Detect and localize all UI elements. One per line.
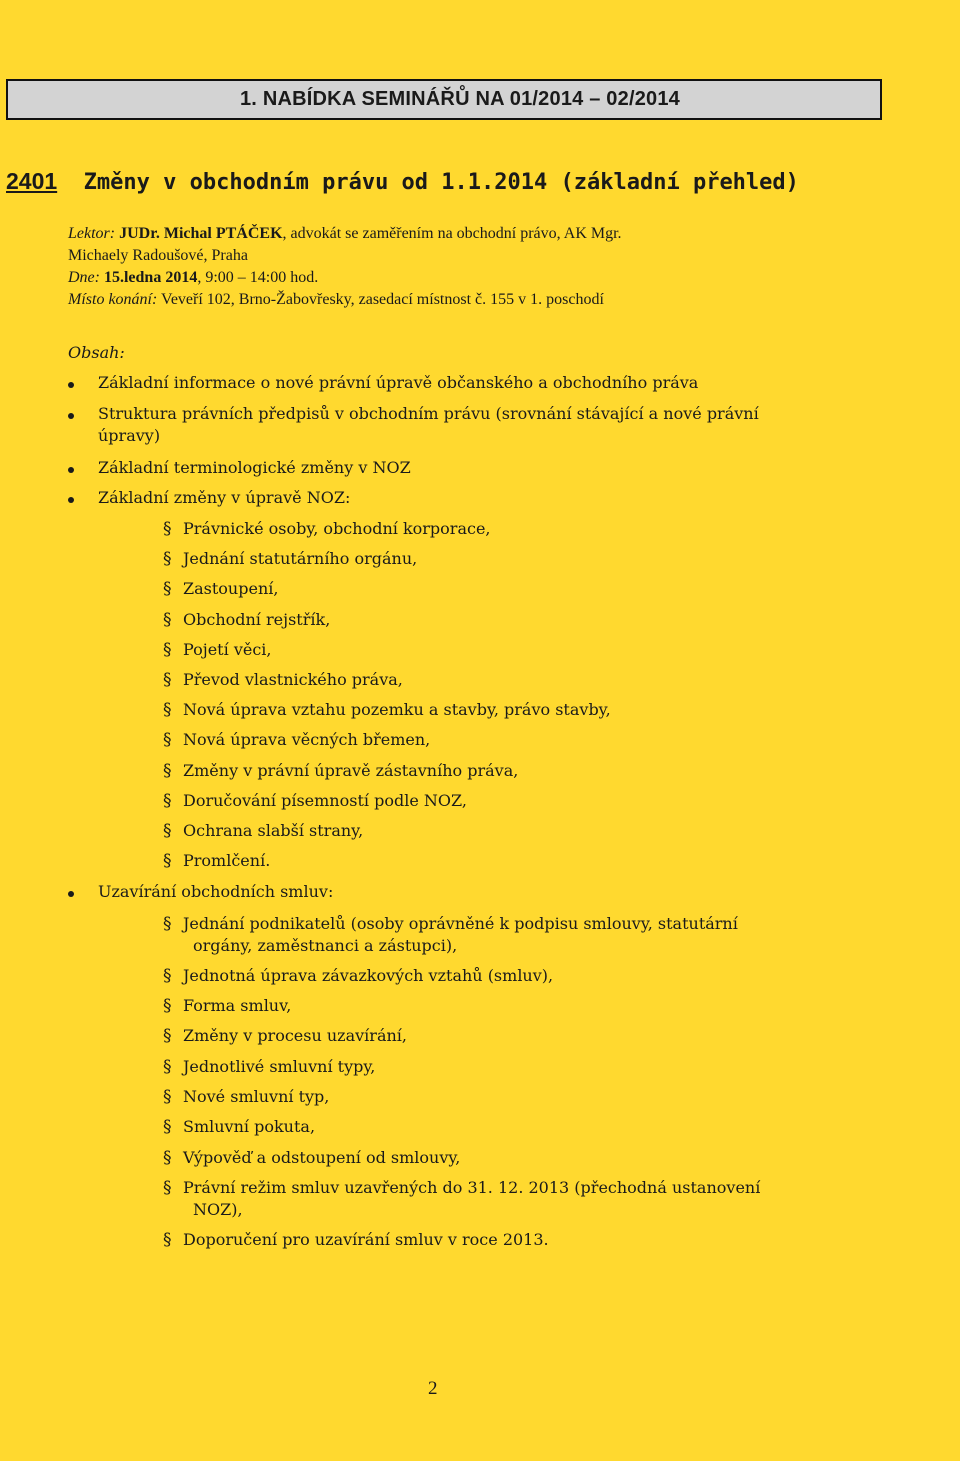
course-number: 2401 xyxy=(6,168,58,194)
section-sign-icon: § xyxy=(163,821,172,841)
sub-item-text: Právní režim smluv uzavřených do 31. 12. 2013 (přechodná ustanovení xyxy=(183,1178,761,1197)
bullet-dot xyxy=(68,497,74,503)
section-sign-icon: § xyxy=(163,1087,172,1107)
section-sign-icon: § xyxy=(163,1148,172,1168)
bullet-item-text: Základní změny v úpravě NOZ: xyxy=(98,488,351,507)
lecturer-description: , advokát se zaměřením na obchodní právo, AK Mgr. xyxy=(282,225,622,242)
section-sign-icon: § xyxy=(163,700,172,721)
sub-item-text: Jednání statutárního orgánu, xyxy=(183,549,418,569)
section-sign-icon: § xyxy=(163,851,172,872)
sub-item-text: Nová úprava vztahu pozemku a stavby, právo stavby, xyxy=(183,700,611,720)
section-sign-icon: § xyxy=(163,609,172,630)
sub-item-text: Smluvní pokuta, xyxy=(183,1117,316,1136)
sub-item-text: Forma smluv, xyxy=(183,996,292,1015)
lecturer-row-2: Michaely Radoušové, Praha xyxy=(68,247,248,264)
bullet-item-text: úpravy) xyxy=(98,426,161,445)
section-sign-icon: § xyxy=(163,790,172,811)
sub-item-text: Doporučení pro uzavírání smluv v roce 2013. xyxy=(183,1230,549,1249)
bullet-item-text: Uzavírání obchodních smluv: xyxy=(98,882,334,901)
sub-item-text: Převod vlastnického práva, xyxy=(183,670,403,689)
lecturer-name: JUDr. Michal PTÁČEK xyxy=(119,225,283,242)
sub-item-text: Právnické osoby, obchodní korporace, xyxy=(183,519,491,538)
sub-item-text: Jednotlivé smluvní typy, xyxy=(183,1057,376,1076)
section-sign-icon: § xyxy=(163,639,172,660)
sub-item-text: Doručování písemností podle NOZ, xyxy=(183,790,467,810)
sub-item-text: Jednání podnikatelů (osoby oprávněné k podpisu smlouvy, statutární xyxy=(183,914,738,933)
section-sign-icon: § xyxy=(163,1178,172,1198)
sub-item-text: Výpověď a odstoupení od smlouvy, xyxy=(183,1148,461,1167)
time-value: , 9:00 – 14:00 hod. xyxy=(197,269,319,286)
section-sign-icon: § xyxy=(163,760,172,781)
section-sign-icon: § xyxy=(163,1230,172,1250)
sub-item-text: Zastoupení, xyxy=(183,579,279,599)
sub-item-text: NOZ), xyxy=(193,1200,243,1219)
section-sign-icon: § xyxy=(163,996,172,1016)
section-sign-icon: § xyxy=(163,1117,172,1137)
sub-item-text: Změny v právní úpravě zástavního práva, xyxy=(183,760,519,780)
sub-item-text: Nové smluvní typ, xyxy=(183,1087,330,1106)
section-sign-icon: § xyxy=(163,579,172,600)
section-sign-icon: § xyxy=(163,549,172,570)
section-sign-icon: § xyxy=(163,966,172,986)
sub-item-text: Nová úprava věcných břemen, xyxy=(183,730,431,750)
place-label: Místo konání: xyxy=(68,291,158,308)
bullet-dot xyxy=(68,891,74,897)
sub-item-text: orgány, zaměstnanci a zástupci), xyxy=(193,936,458,955)
date-label: Dne: xyxy=(68,269,100,286)
sub-item-text: Ochrana slabší strany, xyxy=(183,821,364,840)
bullet-item-text: Základní terminologické změny v NOZ xyxy=(98,458,411,477)
date-value: 15.ledna 2014 xyxy=(103,269,198,286)
section-sign-icon: § xyxy=(163,1057,172,1077)
course-info xyxy=(68,223,622,311)
course-title xyxy=(6,168,799,195)
section-sign-icon: § xyxy=(163,670,172,690)
section-sign-icon: § xyxy=(163,1026,172,1046)
bullet-item-text: Základní informace o nové právní úpravě občanského a obchodního práva xyxy=(98,373,699,392)
sub-item-text: Pojetí věci, xyxy=(183,639,272,659)
course-name: Změny v obchodním právu od 1.1.2014 (základní přehled) xyxy=(83,170,799,195)
date-row xyxy=(68,267,622,289)
section-sign-icon: § xyxy=(163,914,172,934)
bullet-dot xyxy=(68,467,74,473)
seminar-offer-banner xyxy=(6,79,882,120)
sub-item-text: Obchodní rejstřík, xyxy=(183,609,331,629)
section-sign-icon: § xyxy=(163,730,172,751)
sub-item-text: Promlčení. xyxy=(183,851,271,871)
page-number: 2 xyxy=(428,1378,438,1399)
bullet-item-text: Struktura právních předpisů v obchodním právu (srovnání stávající a nové právní xyxy=(98,404,759,423)
sub-item-text: Jednotná úprava závazkových vztahů (smluv), xyxy=(183,966,554,985)
bullet-dot xyxy=(68,382,74,388)
lecturer-label: Lektor: xyxy=(68,225,116,242)
bullet-dot xyxy=(68,413,74,419)
place-value: Veveří 102, Brno-Žabovřesky, zasedací místnost č. 155 v 1. poschodí xyxy=(161,291,604,308)
banner-title: 1. NABÍDKA SEMINÁŘŮ NA 01/2014 – 02/2014 xyxy=(239,88,681,110)
place-row xyxy=(68,289,622,311)
contents-label: Obsah: xyxy=(68,343,125,362)
section-sign-icon: § xyxy=(163,519,172,539)
lecturer-row xyxy=(68,223,622,245)
sub-item-text: Změny v procesu uzavírání, xyxy=(183,1026,407,1045)
